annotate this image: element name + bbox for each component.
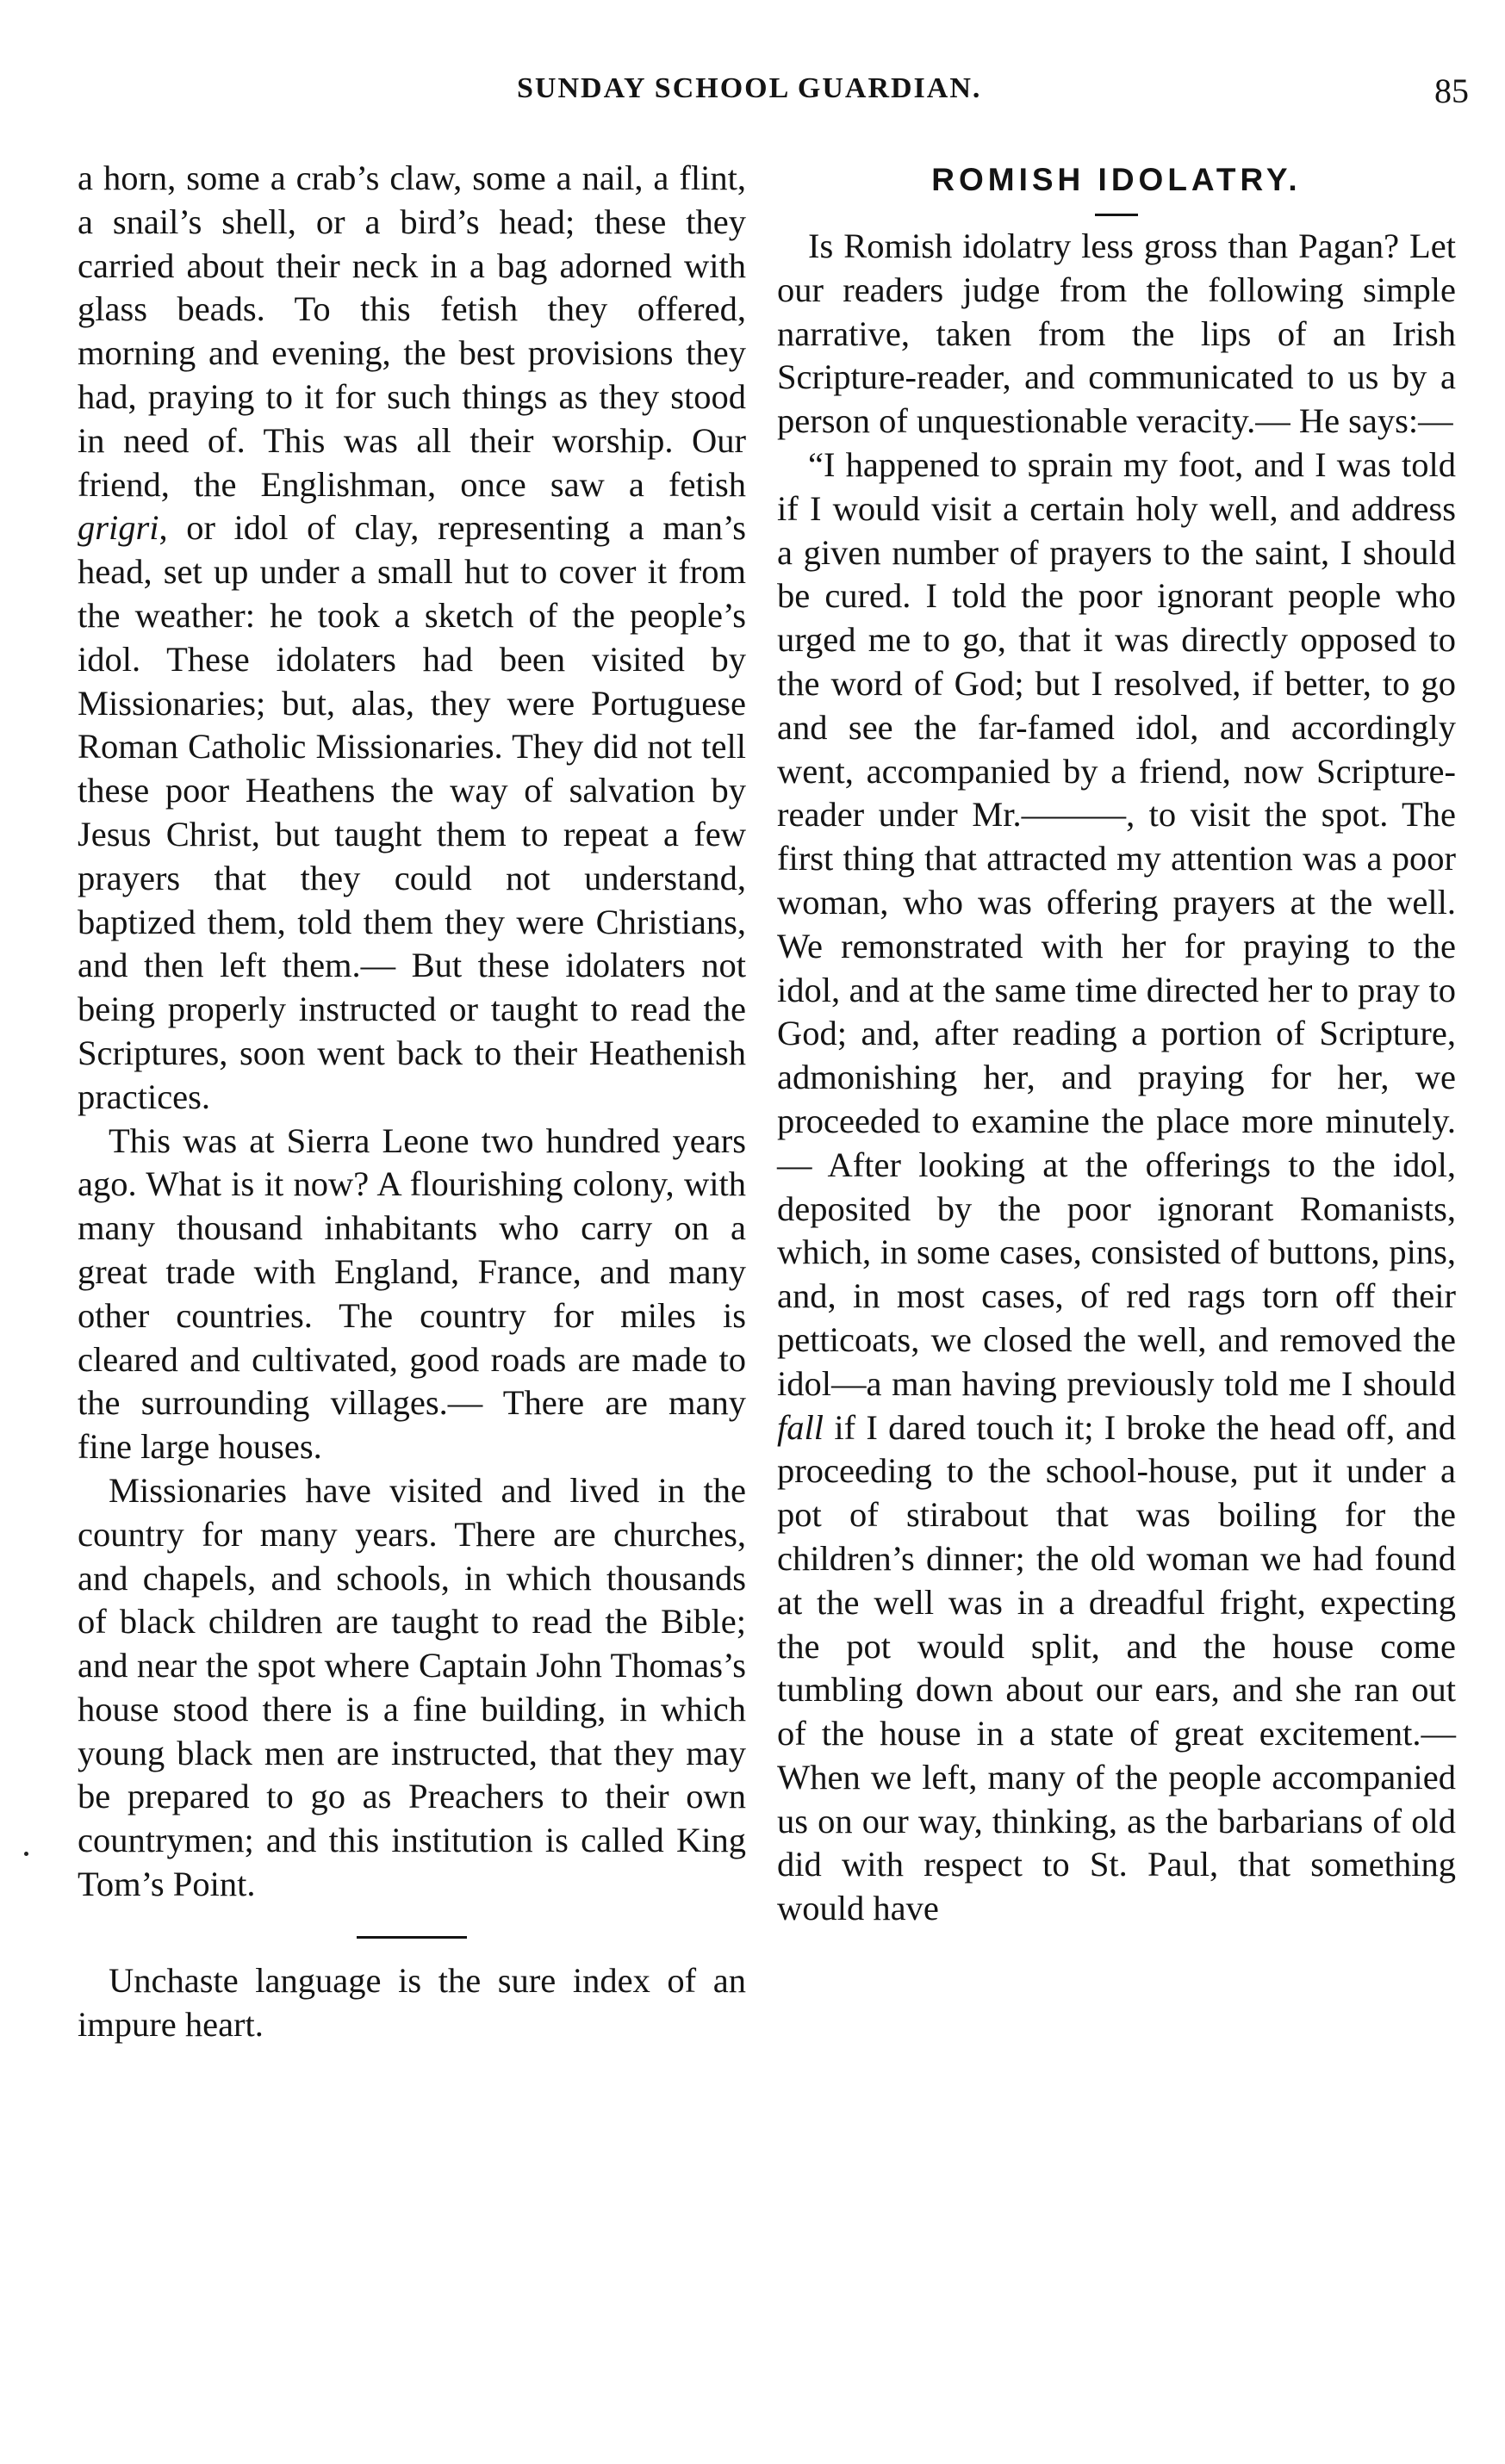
paragraph: Missionaries have visited and lived in the country for many years. There are churches, and chapels, and schools, in which thousands of black children are taught to read the Bible; and near the spot where Captain John Thomas’s house stood there is a fine building, in which young black men are instructed, that they may be prepared to go as Preachers to their own countrymen; and this institution is called King Tom’s Point.: [78, 1470, 746, 1904]
text: a horn, some a crab’s claw, some a nail, a flint, a snail’s shell, or a bird’s head; these they carried about their neck in a bag adorned with glass beads. To this fetish they offered, morning and evening, the best provisions they had, praying to it for such things as they stood in need of. This was all their worship. Our friend, the Englishman, once saw a fetish: [78, 158, 746, 504]
paragraph: This was at Sierra Leone two hundred years ago. What is it now? A flourishing colony, with many thousand inhabitants who carry on a great trade with England, France, and many other countries. The country for miles is cleared and cultivated, good roads are made to the surrounding villages.— There are many fine large houses.: [78, 1120, 746, 1467]
text: “I happened to sprain my foot, and I was told if I would visit a certain holy well, and address a given number of prayers to the saint, I should be cured. I told the poor ignorant people who urged me to go, that it was directly opposed to the word of God; but I resolved, if better, to go and see the far-famed idol, and accordingly went, accompanied by a friend, now Scripture-reader under Mr.———, to visit the spot. The first thing that attracted my attention was a poor woman, who was offering prayers at the well. We remonstrated with her for praying to the idol, and at the same time directed her to pray to God; and, after reading a portion of Scripture, admonishing her, and praying for her, we proceeded to examine the place more minutely.— After looking at the offerings to the idol, deposited by the poor ignorant Romanists, which, in some cases, consisted of buttons, pins, and, in most cases, of red rags torn off their petticoats, we closed the well, and removed the idol—a man having previously told me I should: [777, 444, 1456, 1403]
section-divider: [357, 1936, 467, 1939]
left-column: [78, 157, 746, 2046]
text: , or idol of clay, representing a man’s head, set up under a small hut to cover it from the weather: he took a sketch of the people’s idol. These idolaters had been visited by Missionaries; but, alas, they were Portuguese Roman Catholic Missionaries. They did not tell these poor Heathens the way of salvation by Jesus Christ, but taught them to repeat a few prayers that they could not understand, baptized them, told them they were Christians, and then left them.— But these idolaters not being properly instructed or taught to read the Scriptures, soon went back to their Heathenish practices.: [78, 508, 746, 1116]
stray-mark: [24, 1852, 28, 1856]
paragraph: [78, 157, 746, 1120]
running-head: SUNDAY SCHOOL GUARDIAN.: [517, 72, 982, 104]
maxim: Unchaste language is the sure index of an impure heart.: [78, 1960, 746, 2044]
text: if I dared touch it; I broke the head off, and proceeding to the school-house, put it under a pot of stirabout that was boiling for the children’s dinner; the old woman we had found at the well was in a dreadful fright, expecting the pot would split, and the house come tumbling down about our ears, and she ran out of the house in a state of great excitement.— When we left, many of the people accompanied us on our way, thinking, as the barbarians of old did with respect to St. Paul, that something would have: [777, 1407, 1457, 1928]
title-divider: [1095, 214, 1138, 216]
article-title: ROMISH IDOLATRY.: [931, 162, 1302, 197]
paragraph: [777, 444, 1456, 1931]
right-column: [777, 157, 1456, 1931]
page-number: 85: [1434, 71, 1469, 110]
italic-word: fall: [777, 1407, 824, 1447]
paragraph: Is Romish idolatry less gross than Pagan? Let our readers judge from the following simple narrative, taken from the lips of an Irish Scripture-reader, and communicated to us by a person of unquestionable veracity.— He says:—: [777, 227, 1456, 441]
italic-word: grigri: [78, 508, 159, 548]
